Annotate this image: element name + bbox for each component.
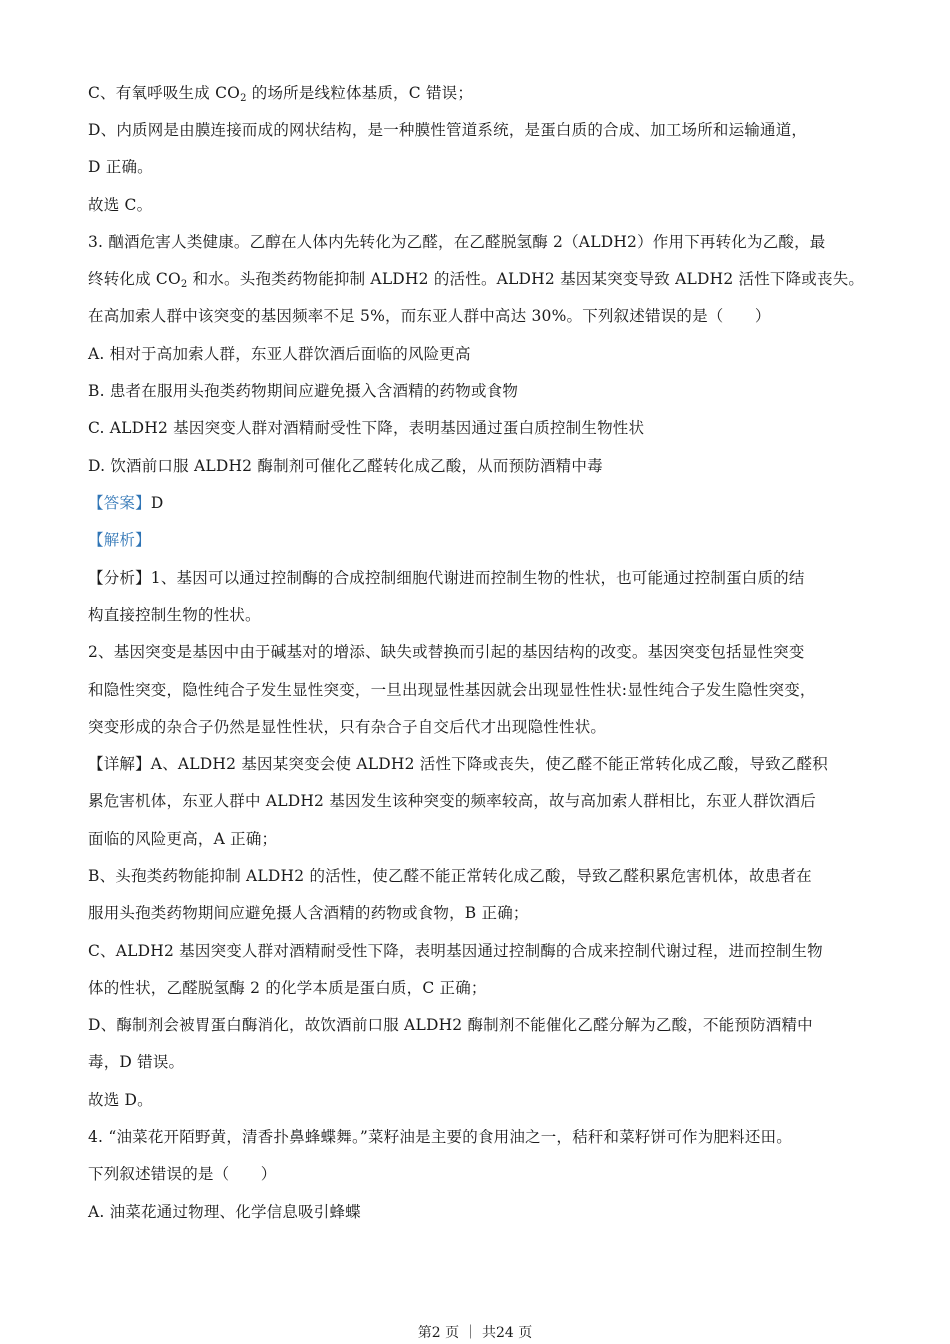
- text-line: D、酶制剂会被胃蛋白酶消化，故饮酒前口服 ALDH2 酶制剂不能催化乙醛分解为乙酸，不能预防酒精中: [88, 1016, 813, 1034]
- option-a: A. 油菜花通过物理、化学信息吸引蜂蝶: [88, 1203, 361, 1221]
- answer-line: 【答案】D: [88, 494, 164, 512]
- text-line: D、内质网是由膜连接而成的网状结构，是一种膜性管道系统，是蛋白质的合成、加工场所和运输通道，: [88, 121, 808, 139]
- analysis-tag: 【解析】: [88, 531, 151, 549]
- text-line: 【分析】1、基因可以通过控制酶的合成控制细胞代谢进而控制生物的性状，也可能通过控制蛋白质的结: [88, 569, 805, 587]
- text-line: 体的性状，乙醛脱氢酶 2 的化学本质是蛋白质，C 正确；: [88, 979, 487, 997]
- question-4-stem: 4. “油菜花开陌野黄，清香扑鼻蜂蝶舞。”菜籽油是主要的食用油之一，秸秆和菜籽饼可作为肥料还田。: [88, 1128, 792, 1146]
- text-line: 在高加索人群中该突变的基因频率不足 5%，而东亚人群中高达 30%。下列叙述错误的是（ ）: [88, 307, 771, 325]
- text-line: 累危害机体，东亚人群中 ALDH2 基因发生该种突变的频率较高，故与高加索人群相比，东亚人群饮酒后: [88, 792, 816, 810]
- option-a: A. 相对于高加索人群，东亚人群饮酒后面临的风险更高: [88, 345, 471, 363]
- page-footer: 第2 页 ｜ 共24 页: [417, 1325, 533, 1341]
- text-line: 故选 D。: [88, 1091, 153, 1109]
- option-b: B. 患者在服用头孢类药物期间应避免摄入含酒精的药物或食物: [88, 382, 519, 400]
- option-d: D. 饮酒前口服 ALDH2 酶制剂可催化乙醛转化成乙酸，从而预防酒精中毒: [88, 457, 603, 475]
- text-line: C、有氧呼吸生成 $CO_2$ 的场所是线粒体基质，C 错误；: [88, 84, 474, 104]
- text-line: 终转化成 $CO_2$ 和水。头孢类药物能抑制 ALDH2 的活性。ALDH2 基因某突变导致 ALDH2 活性下降或丧失。: [88, 270, 865, 290]
- analysis-line: [88, 529, 888, 551]
- text-line: C、ALDH2 基因突变人群对酒精耐受性下降，表明基因通过控制酶的合成来控制代谢过程，进而控制生物: [88, 942, 823, 960]
- text-line: 服用头孢类药物期间应避免摄人含酒精的药物或食物，B 正确；: [88, 904, 529, 922]
- text-line: 构直接控制生物的性状。: [88, 606, 261, 624]
- answer-tag: 【答案】: [88, 494, 151, 512]
- text-line: 突变形成的杂合子仍然是显性性状，只有杂合子自交后代才出现隐性性状。: [88, 718, 607, 736]
- text-line: 下列叙述错误的是（ ）: [88, 1165, 277, 1183]
- option-c: C. ALDH2 基因突变人群对酒精耐受性下降，表明基因通过蛋白质控制生物性状: [88, 419, 645, 437]
- text-line: 【详解】A、ALDH2 基因某突变会使 ALDH2 活性下降或丧失，使乙醛不能正常转化成乙酸，导致乙醛积: [88, 755, 828, 773]
- text-line: B、头孢类药物能抑制 ALDH2 的活性，使乙醛不能正常转化成乙酸，导致乙醛积累危害机体，故患者在: [88, 867, 812, 885]
- text-line: 面临的风险更高，A 正确；: [88, 830, 278, 848]
- text-line: 故选 C。: [88, 196, 153, 214]
- text-line: D 正确。: [88, 158, 153, 176]
- text-line: 和隐性突变，隐性纯合子发生显性突变，一旦出现显性基因就会出现显性性状:显性纯合子发生隐性突变，: [88, 681, 816, 699]
- text-line: 2、基因突变是基因中由于碱基对的增添、缺失或替换而引起的基因结构的改变。基因突变包括显性突变: [88, 643, 805, 661]
- question-3-stem: 3. 酗酒危害人类健康。乙醇在人体内先转化为乙醛，在乙醛脱氢酶 2（ALDH2）作用下再转化为乙酸，最: [88, 233, 826, 251]
- text-line: 毒，D 错误。: [88, 1053, 185, 1071]
